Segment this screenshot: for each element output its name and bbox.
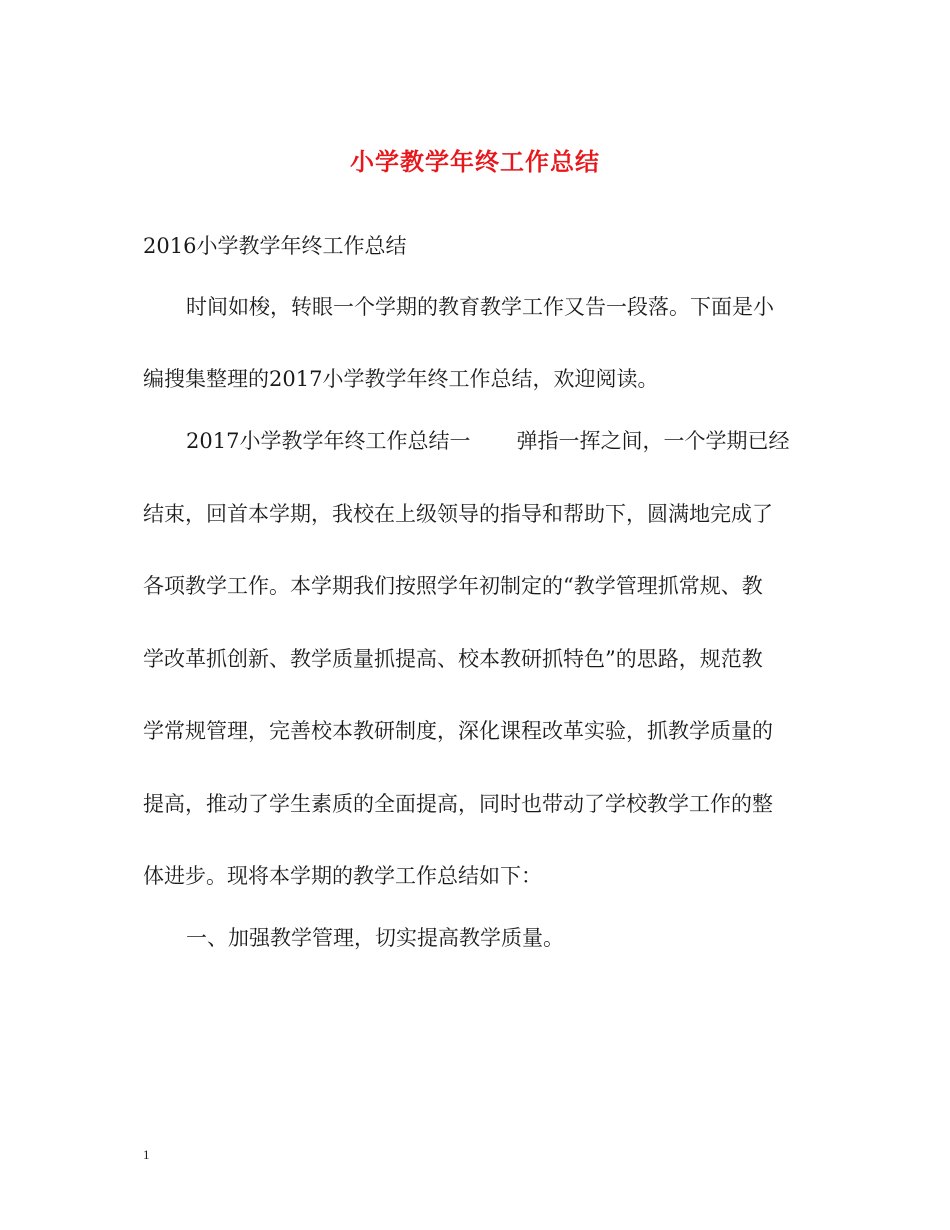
- page-number: 1: [143, 1147, 150, 1162]
- paragraph-line: 体进步。现将本学期的教学工作总结如下：: [143, 864, 542, 888]
- paragraph-line: 编搜集整理的2017小学教学年终工作总结，欢迎阅读。: [143, 367, 659, 391]
- document-subtitle: 2016小学教学年终工作总结: [143, 234, 407, 258]
- paragraph-line: 学常规管理，完善校本教研制度，深化课程改革实验，抓教学质量的: [143, 719, 773, 743]
- paragraph-line: 时间如梭，转眼一个学期的教育教学工作又告一段落。下面是小: [186, 295, 774, 319]
- paragraph-line: 各项教学工作。本学期我们按照学年初制定的“教学管理抓常规、教: [143, 574, 763, 598]
- document-title: 小学教学年终工作总结: [350, 147, 600, 176]
- paragraph-line: 结束，回首本学期，我校在上级领导的指导和帮助下，圆满地完成了: [143, 502, 773, 526]
- paragraph-line: 学改革抓创新、教学质量抓提高、校本教研抓特色”的思路，规范教: [143, 647, 763, 671]
- paragraph-line-composite: [186, 431, 789, 452]
- paragraph-text: 弹指一挥之间，一个学期已经: [516, 429, 790, 453]
- paragraph-line: 提高，推动了学生素质的全面提高，同时也带动了学校教学工作的整: [143, 792, 773, 816]
- section-heading-1: 一、加强教学管理，切实提高教学质量。: [186, 926, 564, 950]
- section-heading: 2017小学教学年终工作总结一: [186, 429, 471, 453]
